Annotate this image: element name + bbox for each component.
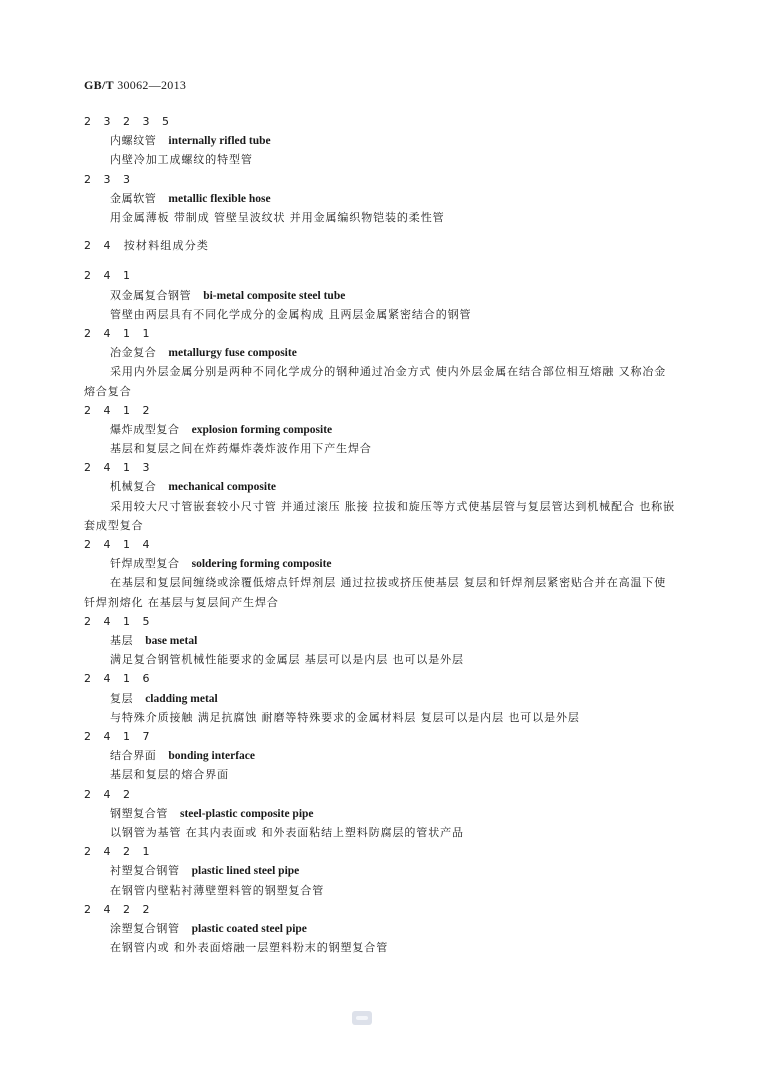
term-definition: 采用内外层金属分别是两种不同化学成分的钢种通过冶金方式 使内外层金属在结合部位相互熔融 又称冶金熔合复合 — [84, 365, 667, 398]
term-line — [84, 420, 684, 439]
term-chinese: 内螺纹管 — [110, 134, 157, 148]
term-chinese: 冶金复合 — [110, 346, 157, 360]
term-definition: 用金属薄板 带制成 管壁呈波纹状 并用金属编织物铠装的柔性管 — [110, 210, 445, 224]
term-line — [84, 131, 684, 150]
term-definition: 基层和复层的熔合界面 — [110, 768, 229, 782]
term-line — [84, 746, 684, 765]
watermark-logo-icon — [352, 1011, 372, 1025]
term-line — [84, 189, 684, 208]
entry-number: 2 4 1 6 — [84, 672, 154, 686]
term-line — [84, 286, 684, 305]
term-definition: 在钢管内壁粘衬薄壁塑料管的钢塑复合管 — [110, 883, 325, 897]
term-chinese: 涂塑复合钢管 — [110, 921, 180, 935]
term-definition: 采用较大尺寸管嵌套较小尺寸管 并通过滚压 胀接 拉拔和旋压等方式使基层管与复层管达到机械配合 也称嵌套成型复合 — [84, 499, 675, 532]
entry-number: 2 4 1 4 — [84, 538, 154, 552]
term-definition: 管壁由两层具有不同化学成分的金属构成 且两层金属紧密结合的钢管 — [110, 307, 472, 321]
term-definition: 在钢管内或 和外表面熔融一层塑料粉末的钢塑复合管 — [110, 941, 389, 955]
term-definition: 基层和复层之间在炸药爆炸袭炸波作用下产生焊合 — [110, 442, 372, 456]
entry-number: 2 4 2 — [84, 787, 135, 801]
term-line — [84, 631, 684, 650]
term-definition: 与特殊介质接触 满足抗腐蚀 耐磨等特殊要求的金属材料层 复层可以是内层 也可以是外层 — [110, 710, 580, 724]
document-body — [84, 112, 684, 957]
term-english: bonding interface — [168, 750, 255, 763]
page-header — [84, 78, 186, 93]
standard-code: GB/T — [84, 78, 114, 92]
term-chinese: 钎焊成型复合 — [110, 557, 180, 571]
entry-number: 2 3 2 3 5 — [84, 115, 174, 128]
entry-number: 2 4 2 1 — [84, 845, 154, 859]
entry-number: 2 4 1 5 — [84, 614, 154, 628]
term-english: soldering forming composite — [191, 558, 332, 571]
term-line — [84, 689, 684, 708]
term-line — [84, 554, 684, 573]
term-definition: 内壁冷加工成螺纹的特型管 — [110, 153, 253, 167]
term-english: metallurgy fuse composite — [168, 347, 297, 360]
entry-number: 2 4 2 2 — [84, 902, 154, 916]
section-heading — [84, 236, 684, 255]
term-english: metallic flexible hose — [168, 192, 271, 205]
term-chinese: 衬塑复合钢管 — [110, 864, 180, 878]
term-entry — [84, 669, 684, 727]
term-chinese: 机械复合 — [110, 480, 157, 494]
term-chinese: 结合界面 — [110, 749, 157, 763]
term-entry — [84, 612, 684, 670]
term-entry — [84, 785, 684, 843]
entry-number: 2 4 1 2 — [84, 403, 154, 417]
entry-number: 2 4 1 3 — [84, 461, 154, 475]
entry-number: 2 4 1 — [84, 269, 135, 283]
term-entry — [84, 324, 684, 401]
term-entry — [84, 266, 684, 324]
term-line — [84, 477, 684, 496]
term-english: plastic lined steel pipe — [191, 865, 300, 878]
term-entry — [84, 401, 684, 459]
term-english: internally rifled tube — [168, 135, 271, 148]
term-english: bi-metal composite steel tube — [203, 289, 346, 302]
term-line — [84, 861, 684, 880]
section-number: 2 4 — [84, 239, 115, 253]
term-english: steel-plastic composite pipe — [180, 807, 314, 820]
entry-number: 2 4 1 7 — [84, 730, 154, 743]
term-english: base metal — [145, 635, 198, 648]
standard-number: 30062—2013 — [117, 78, 187, 92]
term-english: mechanical composite — [168, 481, 277, 494]
term-line — [84, 804, 684, 823]
term-chinese: 复层 — [110, 691, 134, 705]
entry-number: 2 3 3 — [84, 172, 135, 186]
term-entry — [84, 170, 684, 228]
term-line — [84, 919, 684, 938]
term-entry — [84, 900, 684, 958]
term-definition: 在基层和复层间缠绕或涂覆低熔点钎焊剂层 通过拉拔或挤压使基层 复层和钎焊剂层紧密贴合并在高温下使钎焊剂熔化 在基层与复层间产生焊合 — [84, 576, 667, 609]
entry-number: 2 4 1 1 — [84, 326, 154, 340]
term-chinese: 爆炸成型复合 — [110, 422, 180, 436]
term-english: cladding metal — [145, 692, 218, 705]
term-definition: 满足复合钢管机械性能要求的金属层 基层可以是内层 也可以是外层 — [110, 653, 464, 667]
term-chinese: 钢塑复合管 — [110, 806, 168, 820]
term-chinese: 基层 — [110, 634, 134, 648]
term-chinese: 金属软管 — [110, 191, 157, 205]
section-title: 按材料组成分类 — [123, 239, 210, 253]
term-english: explosion forming composite — [191, 423, 333, 436]
term-entry — [84, 458, 684, 535]
term-entry — [84, 112, 684, 170]
term-entry — [84, 535, 684, 612]
term-definition: 以钢管为基管 在其内表面或 和外表面粘结上塑料防腐层的管状产品 — [110, 825, 464, 839]
term-english: plastic coated steel pipe — [191, 922, 307, 935]
term-entry — [84, 842, 684, 900]
term-line — [84, 343, 684, 362]
term-entry — [84, 727, 684, 785]
term-chinese: 双金属复合钢管 — [110, 288, 192, 302]
